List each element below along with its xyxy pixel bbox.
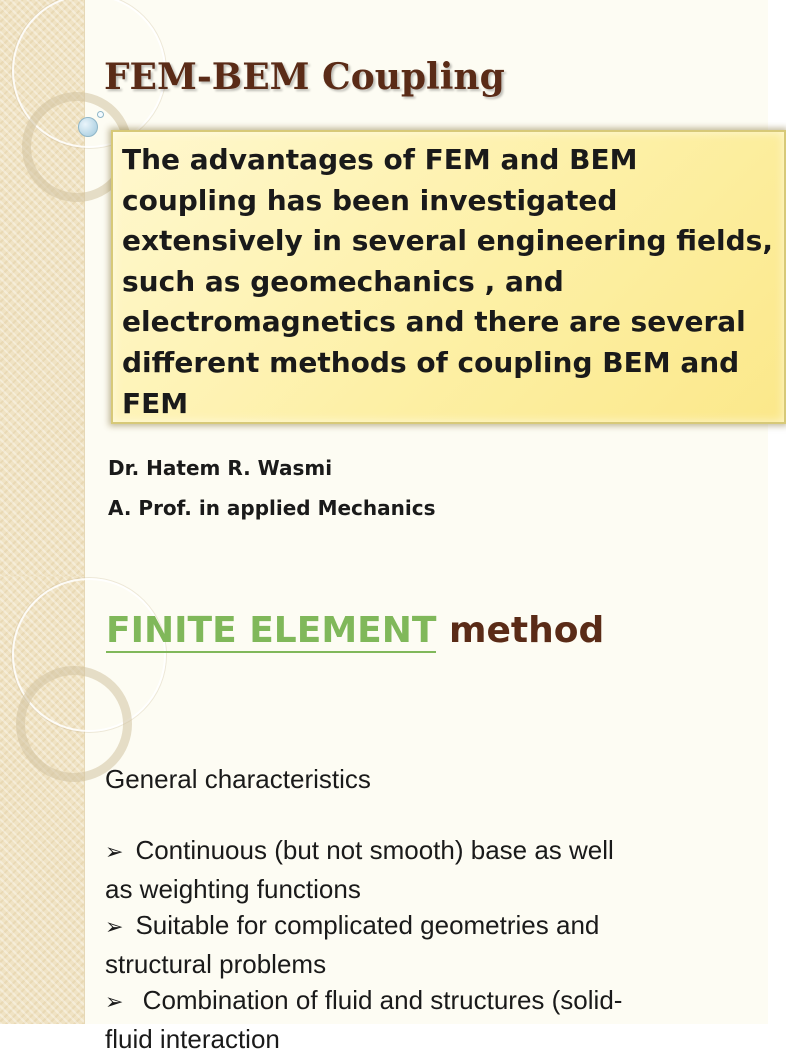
callout-box: [111, 130, 786, 424]
arrow-bullet-icon: ➢: [105, 915, 124, 940]
bullet-list: [105, 832, 755, 1057]
slide-title: FEM-BEM Coupling: [104, 56, 505, 98]
arrow-bullet-icon: ➢: [105, 840, 124, 865]
list-item: [105, 832, 755, 907]
list-item: [105, 982, 755, 1057]
heading-rest: method: [436, 610, 605, 651]
callout-text: The advantages of FEM and BEM coupling has been investigated extensively in several engineering fields, such as geomechanics , and electromagnetics and there are several different methods of coupling BEM and FEM: [122, 143, 773, 420]
subheading: General characteristics: [105, 764, 371, 794]
arrow-bullet-icon: ➢: [105, 990, 124, 1015]
list-item-text: Combination of fluid and structures (solid- fluid interaction: [105, 985, 623, 1054]
list-item-text: Continuous (but not smooth) base as well as weighting functions: [105, 835, 614, 904]
bullet-dot-icon: [78, 117, 98, 137]
slide-finite-element-method: [0, 576, 768, 1054]
list-item-text: Suitable for complicated geometries and structural problems: [105, 910, 600, 979]
small-dot-icon: [97, 111, 104, 118]
author-title: A. Prof. in applied Mechanics: [108, 496, 436, 520]
section-heading: [106, 610, 604, 651]
list-item: [105, 907, 755, 982]
author-name: Dr. Hatem R. Wasmi: [108, 456, 333, 480]
heading-highlight-link[interactable]: FINITE ELEMENT: [106, 610, 437, 651]
